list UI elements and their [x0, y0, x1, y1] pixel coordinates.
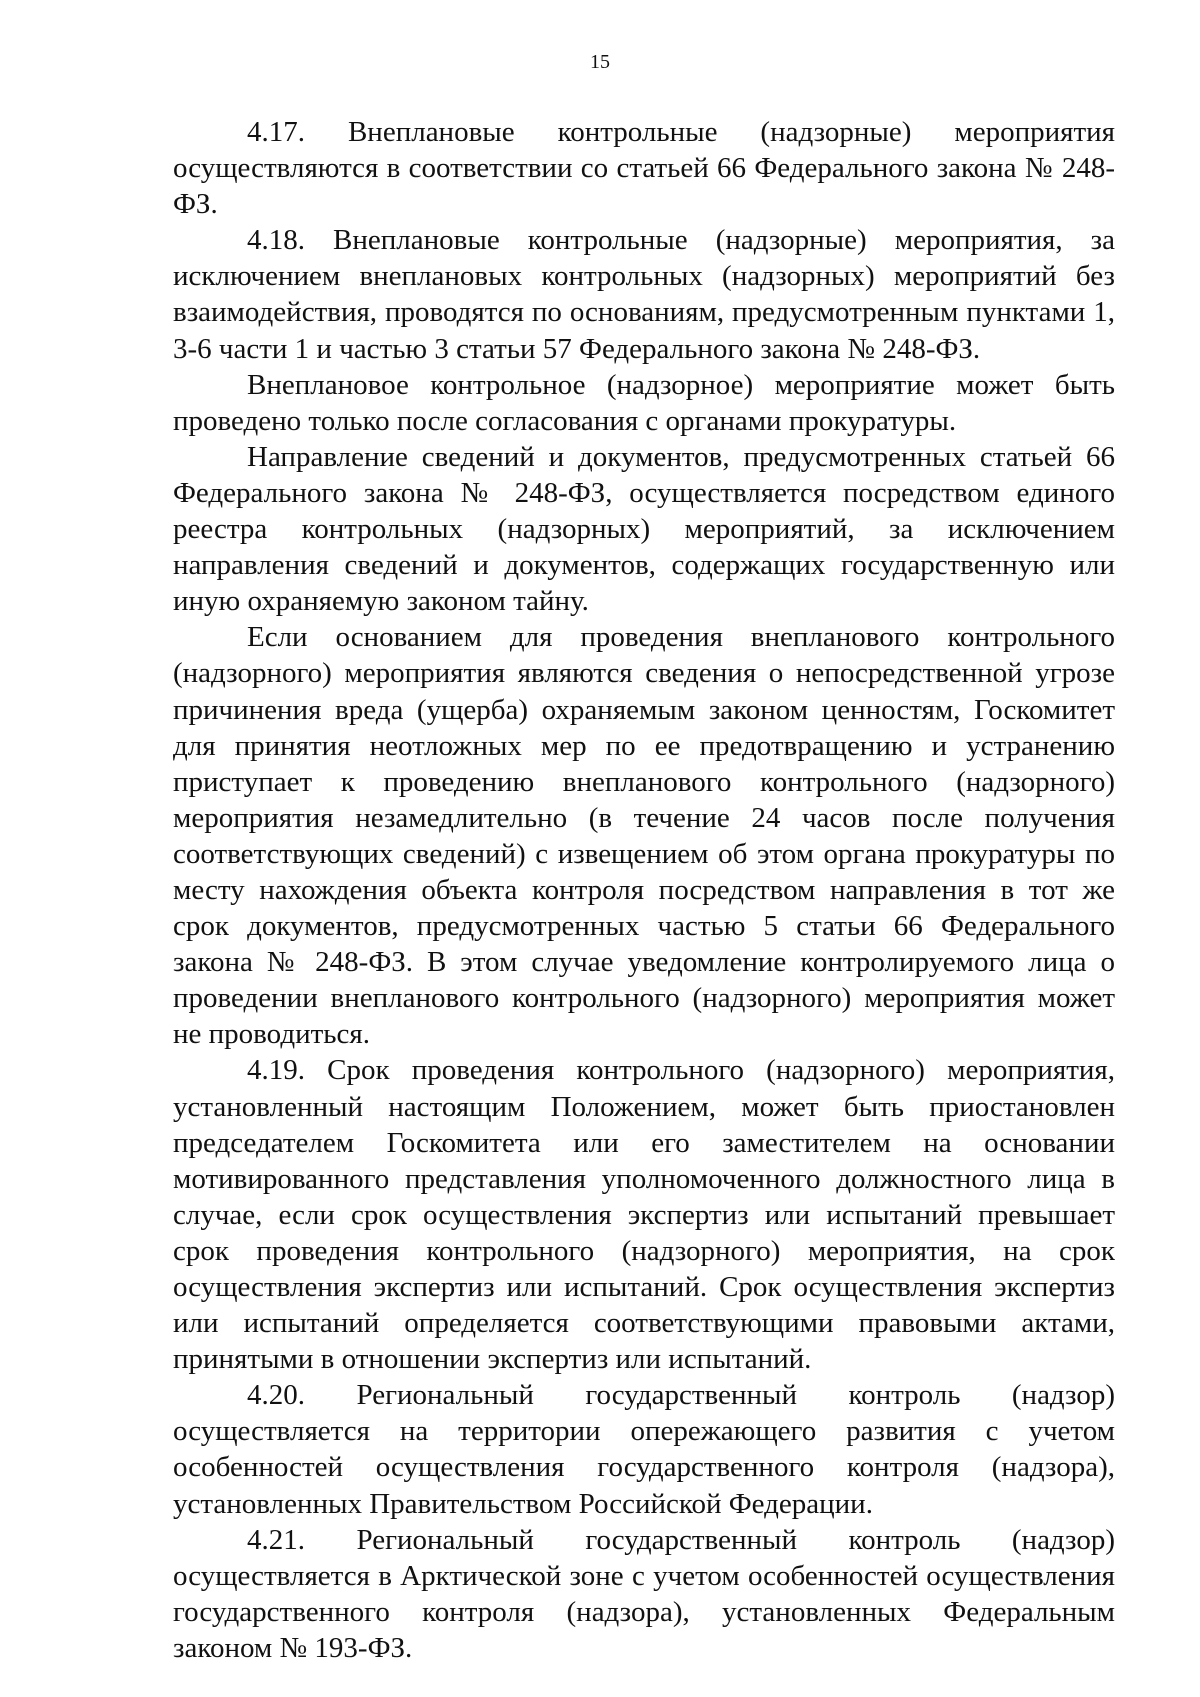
paragraph-prosecutor-approval: Внеплановое контрольное (надзорное) мероприятие может быть проведено только после согласования с органами прокуратуры. [173, 368, 1115, 437]
paragraph-4-19: 4.19. Срок проведения контрольного (надзорного) мероприятия, установленный настоящим Положением, может быть приостановлен председателем Госкомитета или его заместителем на основании мотивированного представления уполномоченного должностного лица в случае, если срок осуществления экспертиз или испытаний превышает срок проведения контрольного (надзорного) мероприятия, на срок осуществления экспертиз или испытаний. Срок осуществления экспертиз или испытаний определяется соответствующими правовыми актами, принятыми в отношении экспертиз или испытаний. [173, 1054, 1115, 1376]
paragraph-registry-submission: Направление сведений и документов, предусмотренных статьей 66 Федерального закона № 248-ФЗ, осуществляется посредством единого реестра контрольных (надзорных) мероприятий, за исключением направления сведений и документов, содержащих государственную или иную охраняемую законом тайну. [173, 440, 1115, 618]
paragraph-4-17: 4.17. Внеплановые контрольные (надзорные) мероприятия осуществляются в соответствии со статьей 66 Федерального закона № 248-ФЗ. [173, 116, 1115, 221]
page-number: 15 [590, 51, 610, 73]
paragraph-4-20: 4.20. Региональный государственный контроль (надзор) осуществляется на территории опережающего развития с учетом особенностей осуществления государственного контроля (надзора), установленных Правительством Российской Федерации. [173, 1379, 1115, 1520]
paragraph-urgent-threat: Если основанием для проведения внепланового контрольного (надзорного) мероприятия являются сведения о непосредственной угрозе причинения вреда (ущерба) охраняемым законом ценностям, Госкомитет для принятия неотложных мер по ее предотвращению и устранению приступает к проведению внепланового контрольного (надзорного) мероприятия незамедлительно (в течение 24 часов после получения соответствующих сведений) с извещением об этом органа прокуратуры по месту нахождения объекта контроля посредством направления в тот же срок документов, предусмотренных частью 5 статьи 66 Федерального закона № 248-ФЗ. В этом случае уведомление контролируемого лица о проведении внепланового контрольного (надзорного) мероприятия может не проводиться. [173, 621, 1115, 1051]
document-body [173, 114, 1115, 1666]
paragraph-4-21: 4.21. Региональный государственный контроль (надзор) осуществляется в Арктической зоне с учетом особенностей осуществления государственного контроля (надзора), установленных Федеральным законом № 193-ФЗ. [173, 1523, 1115, 1664]
paragraph-4-18: 4.18. Внеплановые контрольные (надзорные) мероприятия, за исключением внеплановых контрольных (надзорных) мероприятий без взаимодействия, проводятся по основаниям, предусмотренным пунктами 1, 3-6 части 1 и частью 3 статьи 57 Федерального закона № 248-ФЗ. [173, 224, 1115, 365]
